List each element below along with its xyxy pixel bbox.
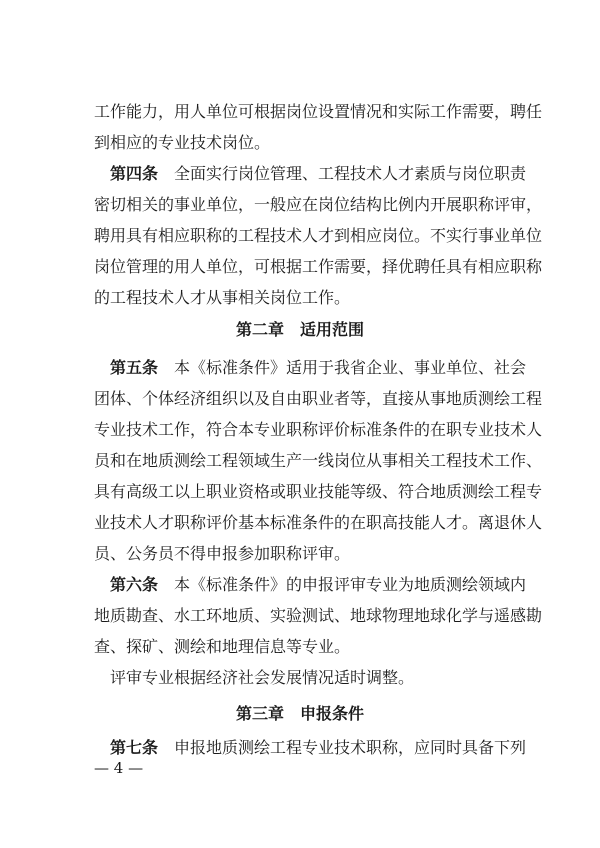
page-number: — 4 — bbox=[94, 759, 144, 777]
document-page: 工作能力，用人单位可根据岗位设置情况和实际工作需要，聘任 到相应的专业技术岗位。 第四条 全面实行岗位管理、工程技术人才素质与岗位职责 密切相关的事业单位，一般应在岗位结构比例内开展职称评审， 聘用具有相应职称的工程技术人才到相应岗位。不实行事业单位 岗位管理的用人单位，可根据工作需要，择优聘任具有相应职称 的工程技术人才从事相关岗位工作。 第二章 适用范围 第五条 本《标准条件》适用于我省企业、事业单位、社会 团体、个体经济组织以及自由职业者等，直接从事地质测绘工程 专业技术工作，符合本专业职称评价标准条件的在职专业技术人 员和在地质测绘工程领域生产一线岗位从事相关工程技术工作、 具有高级工以上职业资格或职业技能等级、符合地质测绘工程专 业技术人才职称评价基本标准条件的在职高技能人才。离退休人 员、公务员不得申报参加职称评审。 第六条 本《标准条件》的申报评审专业为地质测绘领域内 地质勘查、水工环地质、实验测试、地球物理地球化学与遥感勘 查、探矿、测绘和地理信息等专业。 评审专业根据经济社会发展情况适时调整。 第三章 申报条件 第七条 申报地质测绘工程专业技术职称，应同时具备下列 — 4 — bbox=[0, 0, 600, 848]
article-label: 第四条 bbox=[110, 164, 159, 183]
article-label: 第五条 bbox=[110, 358, 159, 377]
chapter-heading: 第二章 适用范围 bbox=[235, 320, 364, 339]
article-label: 第七条 bbox=[110, 738, 159, 757]
article-label: 第六条 bbox=[110, 575, 159, 594]
chapter-heading: 第三章 申报条件 bbox=[235, 704, 364, 723]
